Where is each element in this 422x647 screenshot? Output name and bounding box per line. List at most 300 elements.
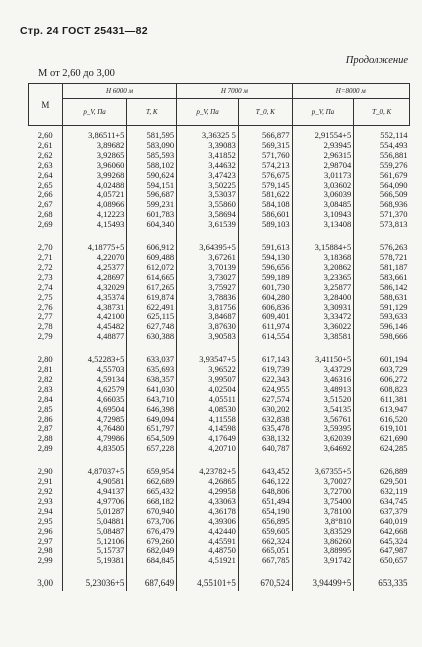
value-cell: 673,706: [127, 517, 177, 527]
value-cell: 684,845: [127, 556, 177, 566]
table-body: [29, 126, 410, 592]
value-cell: 3,64692: [292, 444, 354, 454]
mach-cell: 2,93: [37, 495, 53, 506]
value-cell: 665,432: [127, 487, 177, 497]
value-cell: 4,33063: [177, 497, 239, 507]
value-cell: 3,55860: [177, 200, 239, 210]
value-cell: 4,45591: [177, 537, 239, 547]
mach-cell: 2,87: [37, 423, 53, 434]
value-cell: 596,687: [127, 190, 177, 200]
value-cell: 640,787: [238, 444, 292, 454]
value-cell: 614,665: [127, 273, 177, 283]
table-row: [29, 126, 410, 141]
value-cell: 576,675: [238, 171, 292, 181]
value-cell: 4,28697: [62, 273, 127, 283]
mach-cell: 2,89: [37, 443, 53, 454]
value-cell: 3,87630: [177, 322, 239, 332]
value-cell: 3,59395: [292, 424, 354, 434]
value-cell: 614,554: [238, 332, 292, 342]
value-cell: 3,50225: [177, 181, 239, 191]
value-cell: 3,8°810: [292, 517, 354, 527]
pressure-header: p_V, Па: [62, 99, 127, 126]
value-cell: 656,895: [238, 517, 292, 527]
value-cell: 640,019: [354, 517, 410, 527]
value-cell: 3,39083: [177, 141, 239, 151]
value-cell: 645,324: [354, 537, 410, 547]
value-cell: 3,75927: [177, 283, 239, 293]
value-cell: 627,574: [238, 395, 292, 405]
value-cell: 654,509: [127, 434, 177, 444]
value-cell: 564,090: [354, 181, 410, 191]
value-cell: 571,760: [238, 151, 292, 161]
value-cell: 561,679: [354, 171, 410, 181]
value-cell: 566,509: [354, 190, 410, 200]
value-cell: 5,12106: [62, 537, 127, 547]
value-cell: 654,190: [238, 507, 292, 517]
value-cell: 3,64395+5: [177, 230, 239, 253]
value-cell: 619,101: [354, 424, 410, 434]
value-cell: 4,66035: [62, 395, 127, 405]
value-cell: 601,194: [354, 342, 410, 365]
value-cell: 3,01173: [292, 171, 354, 181]
value-cell: 598,666: [354, 332, 410, 342]
value-cell: 609,488: [127, 253, 177, 263]
page-header: Стр. 24 ГОСТ 25431—82: [20, 25, 148, 37]
mach-cell: 2,73: [37, 271, 53, 282]
value-cell: 657,228: [127, 444, 177, 454]
mach-cell: 2,90: [37, 466, 53, 477]
pressure-header: p_V, Па: [292, 99, 354, 126]
temperature-header: T_0, К: [354, 99, 410, 126]
mach-cell: 2,95: [37, 515, 53, 526]
value-cell: 647,987: [354, 546, 410, 556]
value-cell: 633,037: [127, 342, 177, 365]
value-cell: 4,51921: [177, 556, 239, 566]
value-cell: 3,99268: [62, 171, 127, 181]
mach-cell: 2,68: [37, 209, 53, 220]
mach-cell: 2,62: [37, 149, 53, 160]
value-cell: 596,656: [238, 263, 292, 273]
mach-cell: 2,94: [37, 505, 53, 516]
value-cell: 608,823: [354, 385, 410, 395]
mach-cell: 2,81: [37, 364, 53, 375]
value-cell: 589,103: [238, 220, 292, 230]
value-cell: 583,661: [354, 273, 410, 283]
value-cell: 554,493: [354, 141, 410, 151]
value-cell: 3,84687: [177, 312, 239, 322]
mach-cell: 2,69: [37, 219, 53, 230]
value-cell: 569,315: [238, 141, 292, 151]
value-cell: 4,79986: [62, 434, 127, 444]
value-cell: 4,38731: [62, 303, 127, 313]
table-row: [29, 220, 410, 230]
mach-cell: 2,67: [37, 199, 53, 210]
value-cell: 3,73027: [177, 273, 239, 283]
mach-cell: 2,71: [37, 251, 53, 262]
value-cell: 662,324: [238, 537, 292, 547]
value-cell: 3,25877: [292, 283, 354, 293]
altitude-header-8000: H=8000 м: [292, 84, 409, 99]
value-cell: 4,11558: [177, 415, 239, 425]
value-cell: 3,03602: [292, 181, 354, 191]
value-cell: 4,55703: [62, 365, 127, 375]
mach-cell: 2,92: [37, 486, 53, 496]
value-cell: 583,090: [127, 141, 177, 151]
value-cell: 5,08487: [62, 527, 127, 537]
value-cell: 3,43729: [292, 365, 354, 375]
value-cell: 619,874: [127, 293, 177, 303]
value-cell: 621,690: [354, 434, 410, 444]
value-cell: 635,478: [238, 424, 292, 434]
value-cell: 632,119: [354, 487, 410, 497]
value-cell: 3,20862: [292, 263, 354, 273]
value-cell: 599,231: [127, 200, 177, 210]
value-cell: 4,69504: [62, 405, 127, 415]
value-cell: 646,122: [238, 477, 292, 487]
value-cell: 3,10943: [292, 210, 354, 220]
value-cell: 573,813: [354, 220, 410, 230]
value-cell: 594,151: [127, 181, 177, 191]
value-cell: 3,33472: [292, 312, 354, 322]
value-cell: 3,61539: [177, 220, 239, 230]
value-cell: 4,26865: [177, 477, 239, 487]
value-cell: 667,785: [238, 556, 292, 566]
table-row: [29, 293, 410, 303]
value-cell: 3,28400: [292, 293, 354, 303]
value-cell: 4,55101+5: [177, 566, 239, 591]
value-cell: 586,601: [238, 210, 292, 220]
value-cell: 590,624: [127, 171, 177, 181]
mach-cell: 2,86: [37, 413, 53, 424]
altitude-header-6000: H 6000 м: [62, 84, 176, 99]
mach-cell: 2,61: [37, 139, 53, 150]
value-cell: 670,940: [127, 507, 177, 517]
table-row: [29, 556, 410, 566]
mach-cell: 2,91: [37, 476, 53, 487]
value-cell: 629,501: [354, 477, 410, 487]
continued-label: Продолжение: [345, 55, 408, 66]
value-cell: 638,357: [127, 375, 177, 385]
value-cell: 4,02504: [177, 385, 239, 395]
mach-cell: 2,84: [37, 393, 53, 404]
value-cell: 649,094: [127, 415, 177, 425]
mach-cell: 2,63: [37, 159, 53, 170]
value-cell: 643,710: [127, 395, 177, 405]
range-title: M от 2,60 до 3,00: [38, 68, 115, 79]
value-cell: 670,524: [238, 566, 292, 591]
value-cell: 4,52283+5: [62, 342, 127, 365]
value-cell: 648,806: [238, 487, 292, 497]
value-cell: 3,94499+5: [292, 566, 354, 591]
value-cell: 581,595: [127, 126, 177, 141]
value-cell: 617,265: [127, 283, 177, 293]
value-cell: 676,479: [127, 527, 177, 537]
value-cell: 601,730: [238, 283, 292, 293]
value-cell: 576,263: [354, 230, 410, 253]
value-cell: 4,25377: [62, 263, 127, 273]
value-cell: 2,93945: [292, 141, 354, 151]
value-cell: 3,75400: [292, 497, 354, 507]
value-cell: 622,491: [127, 303, 177, 313]
value-cell: 3,86260: [292, 537, 354, 547]
value-cell: 612,072: [127, 263, 177, 273]
value-cell: 3,15884+5: [292, 230, 354, 253]
value-cell: 599,189: [238, 273, 292, 283]
value-cell: 662,689: [127, 477, 177, 487]
value-cell: 617,143: [238, 342, 292, 365]
value-cell: 659,605: [238, 527, 292, 537]
value-cell: 3,13408: [292, 220, 354, 230]
value-cell: 4,87037+5: [62, 454, 127, 477]
mach-cell: 2,75: [37, 291, 53, 302]
pressure-header: p_V, Па: [177, 99, 239, 126]
value-cell: 3,72700: [292, 487, 354, 497]
value-cell: 638,132: [238, 434, 292, 444]
value-cell: 624,955: [238, 385, 292, 395]
value-cell: 665,051: [238, 546, 292, 556]
mach-cell: 2,98: [37, 545, 53, 556]
value-cell: 591,613: [238, 230, 292, 253]
value-cell: 4,97706: [62, 497, 127, 507]
mach-cell: 2,79: [37, 331, 53, 342]
value-cell: 3,96060: [62, 161, 127, 171]
altitude-header-7000: H 7000 м: [177, 84, 292, 99]
value-cell: 574,213: [238, 161, 292, 171]
value-cell: 4,76480: [62, 424, 127, 434]
mach-cell: 3,00: [37, 578, 53, 589]
value-cell: 626,889: [354, 454, 410, 477]
value-cell: 4,94137: [62, 487, 127, 497]
value-cell: 3,67261: [177, 253, 239, 263]
value-cell: 3,48913: [292, 385, 354, 395]
value-cell: 588,102: [127, 161, 177, 171]
value-cell: 3,41150+5: [292, 342, 354, 365]
value-cell: 2,98704: [292, 161, 354, 171]
value-cell: 4,22070: [62, 253, 127, 263]
value-cell: 584,108: [238, 200, 292, 210]
mach-cell: 2,96: [37, 525, 53, 536]
value-cell: 682,049: [127, 546, 177, 556]
mach-cell: 2,60: [37, 130, 53, 140]
value-cell: 606,272: [354, 375, 410, 385]
value-cell: 606,912: [127, 230, 177, 253]
value-cell: 650,657: [354, 556, 410, 566]
value-cell: 3,18368: [292, 253, 354, 263]
value-cell: 3,36325 5: [177, 126, 239, 141]
value-cell: 5,19381: [62, 556, 127, 566]
value-cell: 4,08530: [177, 405, 239, 415]
value-cell: 604,280: [238, 293, 292, 303]
value-cell: 4,83505: [62, 444, 127, 454]
mach-cell: 2,65: [37, 179, 53, 190]
value-cell: 687,649: [127, 566, 177, 591]
value-cell: 552,114: [354, 126, 410, 141]
value-cell: 4,02488: [62, 181, 127, 191]
value-cell: 646,398: [127, 405, 177, 415]
value-cell: 642,668: [354, 527, 410, 537]
value-cell: 3,41852: [177, 151, 239, 161]
table-row: [29, 566, 410, 591]
value-cell: 4,14598: [177, 424, 239, 434]
table-row: [29, 342, 410, 365]
m-header: M: [29, 84, 63, 126]
value-cell: 601,783: [127, 210, 177, 220]
value-cell: 4,39306: [177, 517, 239, 527]
table-row: [29, 454, 410, 477]
value-cell: 3,06039: [292, 190, 354, 200]
value-cell: 3,23365: [292, 273, 354, 283]
value-cell: 653,335: [354, 566, 410, 591]
value-cell: 3,38581: [292, 332, 354, 342]
value-cell: 593,633: [354, 312, 410, 322]
mach-cell: 2,83: [37, 383, 53, 394]
mach-cell: 2,99: [37, 555, 53, 566]
atmosphere-table: [28, 83, 410, 591]
value-cell: 3,46316: [292, 375, 354, 385]
table-row: [29, 230, 410, 253]
value-cell: 3,96522: [177, 365, 239, 375]
value-cell: 3,78100: [292, 507, 354, 517]
value-cell: 4,12223: [62, 210, 127, 220]
mach-cell: 2,88: [37, 433, 53, 444]
value-cell: 613,947: [354, 405, 410, 415]
value-cell: 3,67355+5: [292, 454, 354, 477]
value-cell: 3,54135: [292, 405, 354, 415]
mach-cell: 2,85: [37, 403, 53, 414]
value-cell: 4,32029: [62, 283, 127, 293]
value-cell: 4,59134: [62, 375, 127, 385]
value-cell: 578,721: [354, 253, 410, 263]
value-cell: 622,343: [238, 375, 292, 385]
value-cell: 630,202: [238, 405, 292, 415]
value-cell: 627,748: [127, 322, 177, 332]
value-cell: 5,15737: [62, 546, 127, 556]
value-cell: 3,51520: [292, 395, 354, 405]
value-cell: 3,91742: [292, 556, 354, 566]
value-cell: 637,379: [354, 507, 410, 517]
value-cell: 603,729: [354, 365, 410, 375]
temperature-header: T_0, К: [238, 99, 292, 126]
value-cell: 3,47423: [177, 171, 239, 181]
value-cell: 594,130: [238, 253, 292, 263]
value-cell: 606,836: [238, 303, 292, 313]
value-cell: 634,745: [354, 497, 410, 507]
temperature-header: T, К: [127, 99, 177, 126]
value-cell: 3,92865: [62, 151, 127, 161]
value-cell: 624,285: [354, 444, 410, 454]
value-cell: 4,48750: [177, 546, 239, 556]
value-cell: 643,452: [238, 454, 292, 477]
value-cell: 566,877: [238, 126, 292, 141]
mach-cell: 2,77: [37, 311, 53, 322]
mach-cell: 2,64: [37, 169, 53, 180]
value-cell: 586,142: [354, 283, 410, 293]
value-cell: 651,494: [238, 497, 292, 507]
value-cell: 651,797: [127, 424, 177, 434]
value-cell: 611,974: [238, 322, 292, 332]
value-cell: 4,62579: [62, 385, 127, 395]
value-cell: 625,115: [127, 312, 177, 322]
value-cell: 2,91554+5: [292, 126, 354, 141]
value-cell: 630,388: [127, 332, 177, 342]
value-cell: 679,260: [127, 537, 177, 547]
value-cell: 4,29958: [177, 487, 239, 497]
value-cell: 659,954: [127, 454, 177, 477]
value-cell: 4,42440: [177, 527, 239, 537]
mach-cell: 2,80: [37, 354, 53, 365]
value-cell: 581,622: [238, 190, 292, 200]
table-row: [29, 444, 410, 454]
value-cell: 4,15493: [62, 220, 127, 230]
value-cell: 5,23036+5: [62, 566, 127, 591]
value-cell: 3,36022: [292, 322, 354, 332]
value-cell: 619,739: [238, 365, 292, 375]
value-cell: 4,18775+5: [62, 230, 127, 253]
value-cell: 579,145: [238, 181, 292, 191]
value-cell: 616,520: [354, 415, 410, 425]
value-cell: 3,83529: [292, 527, 354, 537]
value-cell: 3,81756: [177, 303, 239, 313]
table-row: [29, 332, 410, 342]
value-cell: 3,56761: [292, 415, 354, 425]
value-cell: 4,05721: [62, 190, 127, 200]
value-cell: 604,340: [127, 220, 177, 230]
value-cell: 559,276: [354, 161, 410, 171]
value-cell: 3,62039: [292, 434, 354, 444]
value-cell: 3,89682: [62, 141, 127, 151]
value-cell: 4,72985: [62, 415, 127, 425]
value-cell: 4,36178: [177, 507, 239, 517]
value-cell: 3,70027: [292, 477, 354, 487]
mach-cell: 2,66: [37, 189, 53, 200]
value-cell: 3,99507: [177, 375, 239, 385]
mach-cell: 2,78: [37, 321, 53, 332]
value-cell: 556,881: [354, 151, 410, 161]
value-cell: 596,146: [354, 322, 410, 332]
mach-cell: 2,97: [37, 535, 53, 546]
value-cell: 4,20710: [177, 444, 239, 454]
value-cell: 4,23782+5: [177, 454, 239, 477]
value-cell: 3,93547+5: [177, 342, 239, 365]
value-cell: 3,30931: [292, 303, 354, 313]
value-cell: 611,381: [354, 395, 410, 405]
value-cell: 591,129: [354, 303, 410, 313]
value-cell: 3,53037: [177, 190, 239, 200]
value-cell: 3,58694: [177, 210, 239, 220]
value-cell: 4,08966: [62, 200, 127, 210]
value-cell: 5,04881: [62, 517, 127, 527]
mach-cell: 2,76: [37, 301, 53, 312]
value-cell: 609,401: [238, 312, 292, 322]
value-cell: 635,693: [127, 365, 177, 375]
value-cell: 632,838: [238, 415, 292, 425]
value-cell: 3,08485: [292, 200, 354, 210]
value-cell: 3,44632: [177, 161, 239, 171]
value-cell: 2,96315: [292, 151, 354, 161]
mach-cell: 2,82: [37, 373, 53, 384]
value-cell: 4,17649: [177, 434, 239, 444]
value-cell: 3,86511+5: [62, 126, 127, 141]
value-cell: 4,42100: [62, 312, 127, 322]
value-cell: 3,88995: [292, 546, 354, 556]
value-cell: 568,936: [354, 200, 410, 210]
value-cell: 4,05511: [177, 395, 239, 405]
value-cell: 588,631: [354, 293, 410, 303]
value-cell: 4,45482: [62, 322, 127, 332]
value-cell: 641,030: [127, 385, 177, 395]
value-cell: 668,182: [127, 497, 177, 507]
value-cell: 3,78836: [177, 293, 239, 303]
